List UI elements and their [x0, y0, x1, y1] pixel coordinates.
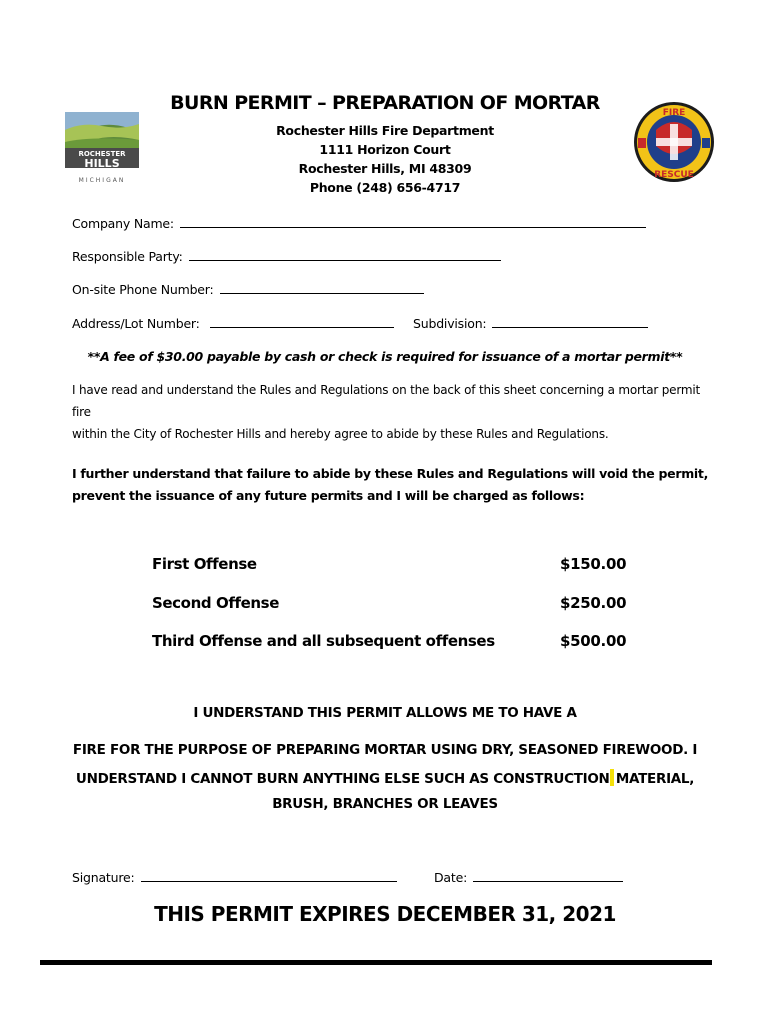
offense-name-2: Second Offense: [152, 594, 279, 612]
rules-paragraph: [72, 379, 712, 445]
responsible-party-label: Responsible Party:: [72, 249, 183, 264]
date-row: [434, 869, 623, 885]
subdivision-label: Subdivision:: [413, 316, 487, 331]
logo-line2: HILLS: [84, 157, 120, 170]
rules-line-1: I have read and understand the Rules and Regulations on the back of this sheet concerning a mortar permit fire: [72, 383, 701, 419]
address-row: [72, 315, 394, 331]
understand-line-3b: MATERIAL,: [615, 771, 695, 787]
bottom-rule: [40, 960, 712, 965]
address-label: Address/Lot Number:: [72, 316, 200, 331]
date-label: Date:: [434, 870, 468, 885]
understand-line-2: FIRE FOR THE PURPOSE OF PREPARING MORTAR USING DRY, SEASONED FIREWOOD. I: [72, 742, 698, 758]
penalty-paragraph: [72, 463, 712, 507]
responsible-party-row: [72, 248, 501, 264]
understand-line-4: BRUSH, BRANCHES OR LEAVES: [272, 796, 498, 812]
offense-name-1: First Offense: [152, 555, 257, 573]
penalty-line-1: I further understand that failure to abide by these Rules and Regulations will void the permit,: [72, 466, 709, 481]
rules-line-2: within the City of Rochester Hills and hereby agree to abide by these Rules and Regulations.: [72, 427, 609, 441]
understand-line-3a: UNDERSTAND I CANNOT BURN ANYTHING ELSE SUCH AS CONSTRUCTION: [75, 771, 610, 787]
signature-field[interactable]: [141, 869, 397, 882]
penalty-line-2: prevent the issuance of any future permits and I will be charged as follows:: [72, 488, 585, 503]
company-name-row: [72, 215, 646, 231]
offense-name-3: Third Offense and all subsequent offenses: [152, 632, 495, 650]
onsite-phone-label: On-site Phone Number:: [72, 282, 214, 297]
fee-note: **A fee of $30.00 payable by cash or check is required for issuance of a mortar permit**: [87, 349, 683, 364]
understand-line-3: [40, 769, 730, 787]
subdivision-row: [413, 315, 648, 331]
onsite-phone-row: [72, 281, 424, 297]
company-name-field[interactable]: [180, 215, 646, 228]
street-address: 1111 Horizon Court: [319, 142, 451, 157]
offense-amount-3: $500.00: [560, 632, 627, 650]
subdivision-field[interactable]: [492, 315, 648, 328]
date-field[interactable]: [473, 869, 623, 882]
responsible-party-field[interactable]: [189, 248, 501, 261]
logo-line3: MICHIGAN: [78, 177, 126, 184]
understand-line-1: I UNDERSTAND THIS PERMIT ALLOWS ME TO HAVE A: [193, 705, 577, 721]
permit-title: BURN PERMIT – PREPARATION OF MORTAR: [170, 92, 600, 114]
permit-expiration: THIS PERMIT EXPIRES DECEMBER 31, 2021: [154, 902, 616, 926]
logo-line1: ROCHESTER: [78, 150, 126, 158]
department-name: Rochester Hills Fire Department: [276, 123, 494, 138]
badge-top-text: FIRE: [662, 108, 686, 118]
text-cursor: [610, 769, 614, 786]
phone-number: Phone (248) 656-4717: [309, 180, 461, 195]
company-name-label: Company Name:: [72, 216, 174, 231]
signature-label: Signature:: [72, 870, 135, 885]
offense-amount-1: $150.00: [560, 555, 627, 573]
address-field[interactable]: [210, 315, 394, 328]
city-address: Rochester Hills, MI 48309: [298, 161, 472, 176]
offense-amount-2: $250.00: [560, 594, 627, 612]
badge-bottom-text: RESCUE: [654, 170, 694, 180]
onsite-phone-field[interactable]: [220, 281, 424, 294]
signature-row: [72, 869, 397, 885]
